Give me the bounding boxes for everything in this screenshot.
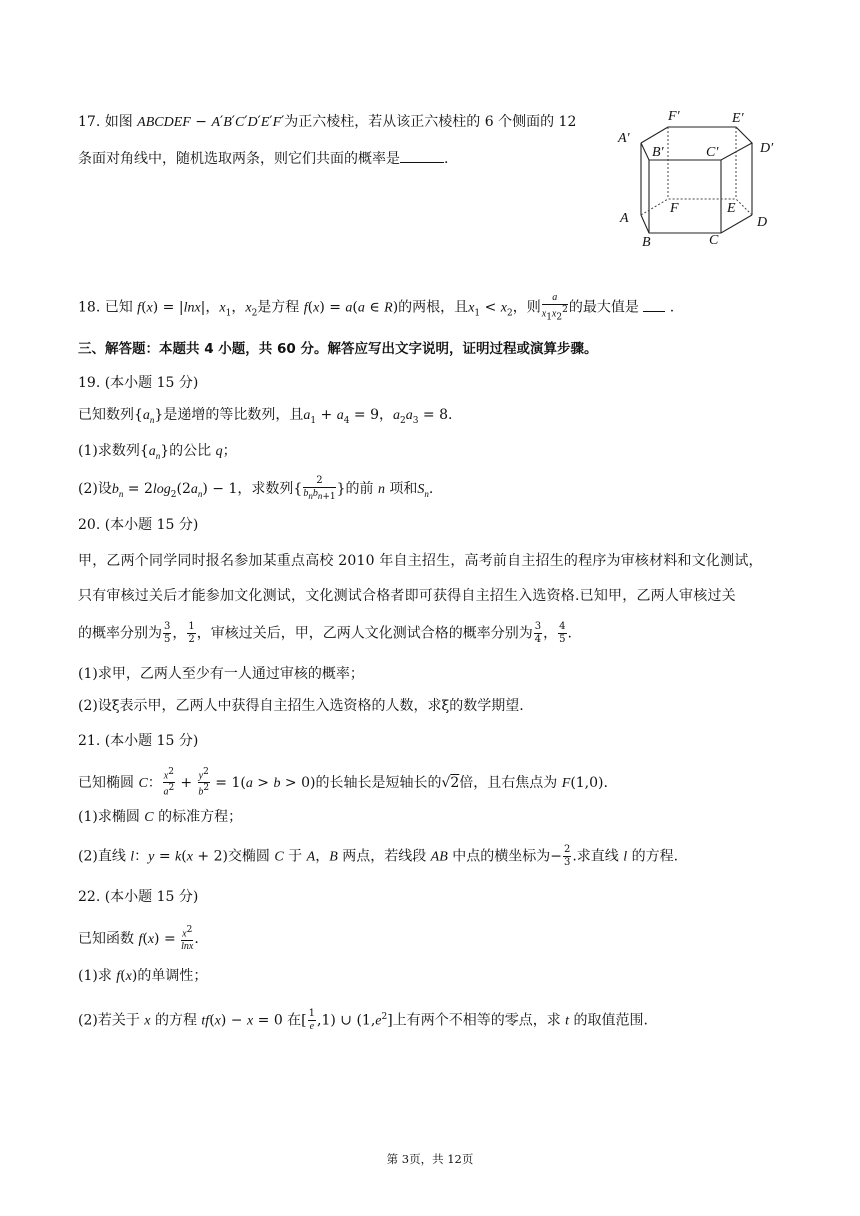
q20-line3: 的概率分别为 $\frac{3}{5}$ ， $\frac{1}{2}$ ，审核过关后，甲，乙两人文化测试合格的概率分别为 $\frac{3}{4}$ ， $\frac{4}{5}$ . [78,621,572,645]
label-d-prime: D′ [760,141,774,156]
q18-line: 18. 已知 f(x) = |lnx|，$x_1$，$x_2$是方程 f(x) = a(a ∈ R)的两根，且$x_1 < x_2$，则 $\frac{a}{x_1x_2^2}$ 的最大值是 . [78,292,675,323]
q22-part1: (1)求 f(x)的单调性； [78,968,208,984]
label-a: A [620,211,629,226]
q17-line2: 条面对角线中，随机选取两条，则它们共面的概率是 . [78,151,449,167]
q19-title: 19. (本小题 15 分) [78,375,199,391]
label-c-prime: C′ [706,145,719,160]
hexagonal-prism-figure [612,104,792,254]
bottom-front-edges [641,215,752,233]
q20-line2: 只有审核过关后才能参加文化测试，文化测试合格者即可获得自主招生入选资格.已知甲，乙两人审核过关 [78,588,736,604]
label-c: C [709,233,719,248]
q21-part1: (1)求椭圆 C 的标准方程； [78,809,243,825]
q20-title: 20. (本小题 15 分) [78,517,199,533]
q22-part2: (2)若关于 x 的方程 tf(x) − x = 0 在[ $\frac{1}{e}$ ,1) ∪ $(1,e^2]$上有两个不相等的零点，求 t 的取值范围. [78,1008,648,1033]
label-f-prime: F′ [668,109,680,124]
page-footer: 第 3页，共 12页 [386,1152,474,1166]
q19-part1: (1)求数列$\{a_n\}$的公比 q； [78,443,237,461]
label-f: F [670,201,679,216]
q20-part1: (1)求甲，乙两人至少有一人通过审核的概率； [78,666,364,682]
q17-line1: 17. 如图 ABCDEF − A′B′C′D′E′F′为正六棱柱，若从该正六棱柱的 6 个侧面的 12 [78,114,577,130]
label-e: E [727,201,736,216]
label-d: D [757,215,768,230]
label-b: B [642,235,651,250]
q20-line1: 甲，乙两个同学同时报名参加某重点高校 2010 年自主招生，高考前自主招生的程序为审核材料和文化测试， [78,553,763,569]
q19-part2: (2)设$b_n = 2\log_2(2a_n) - 1$，求数列{ $\frac{2}{b_nb_{n+1}}$ }的前 n 项和$S_n$. [78,475,434,502]
q21-stem: 已知椭圆 C： $\frac{x^2}{a^2}$ + $\frac{y^2}{b^2}$ = 1(a > b > 0)的长轴长是短轴长的√2倍，且右焦点为 F(1,0). [78,767,608,798]
q21-title: 21. (本小题 15 分) [78,733,199,749]
label-b-prime: B′ [652,145,664,160]
q22-title: 22. (本小题 15 分) [78,889,199,905]
q20-part2: (2)设ξ表示甲，乙两人中获得自主招生入选资格的人数，求ξ的数学期望. [78,698,524,714]
q19-stem: 已知数列$\{a_n\}$是递增的等比数列，且$a_1 + a_4 = 9$，$a_2a_3 = 8$. [78,407,453,426]
label-e-prime: E′ [732,111,744,126]
q22-stem: 已知函数 f(x) = $\frac{x^2}{\ln x}$ . [78,925,199,953]
section-heading: 三、解答题：本题共 4 小题，共 60 分。解答应写出文字说明，证明过程或演算步骤。 [78,341,598,357]
q21-part2: (2)直线 l：y = k(x + 2)交椭圆 C 于 A，B 两点，若线段 AB 中点的横坐标为− $\frac{2}{3}$ .求直线 l 的方程. [78,844,679,868]
label-a-prime: A′ [618,131,630,146]
